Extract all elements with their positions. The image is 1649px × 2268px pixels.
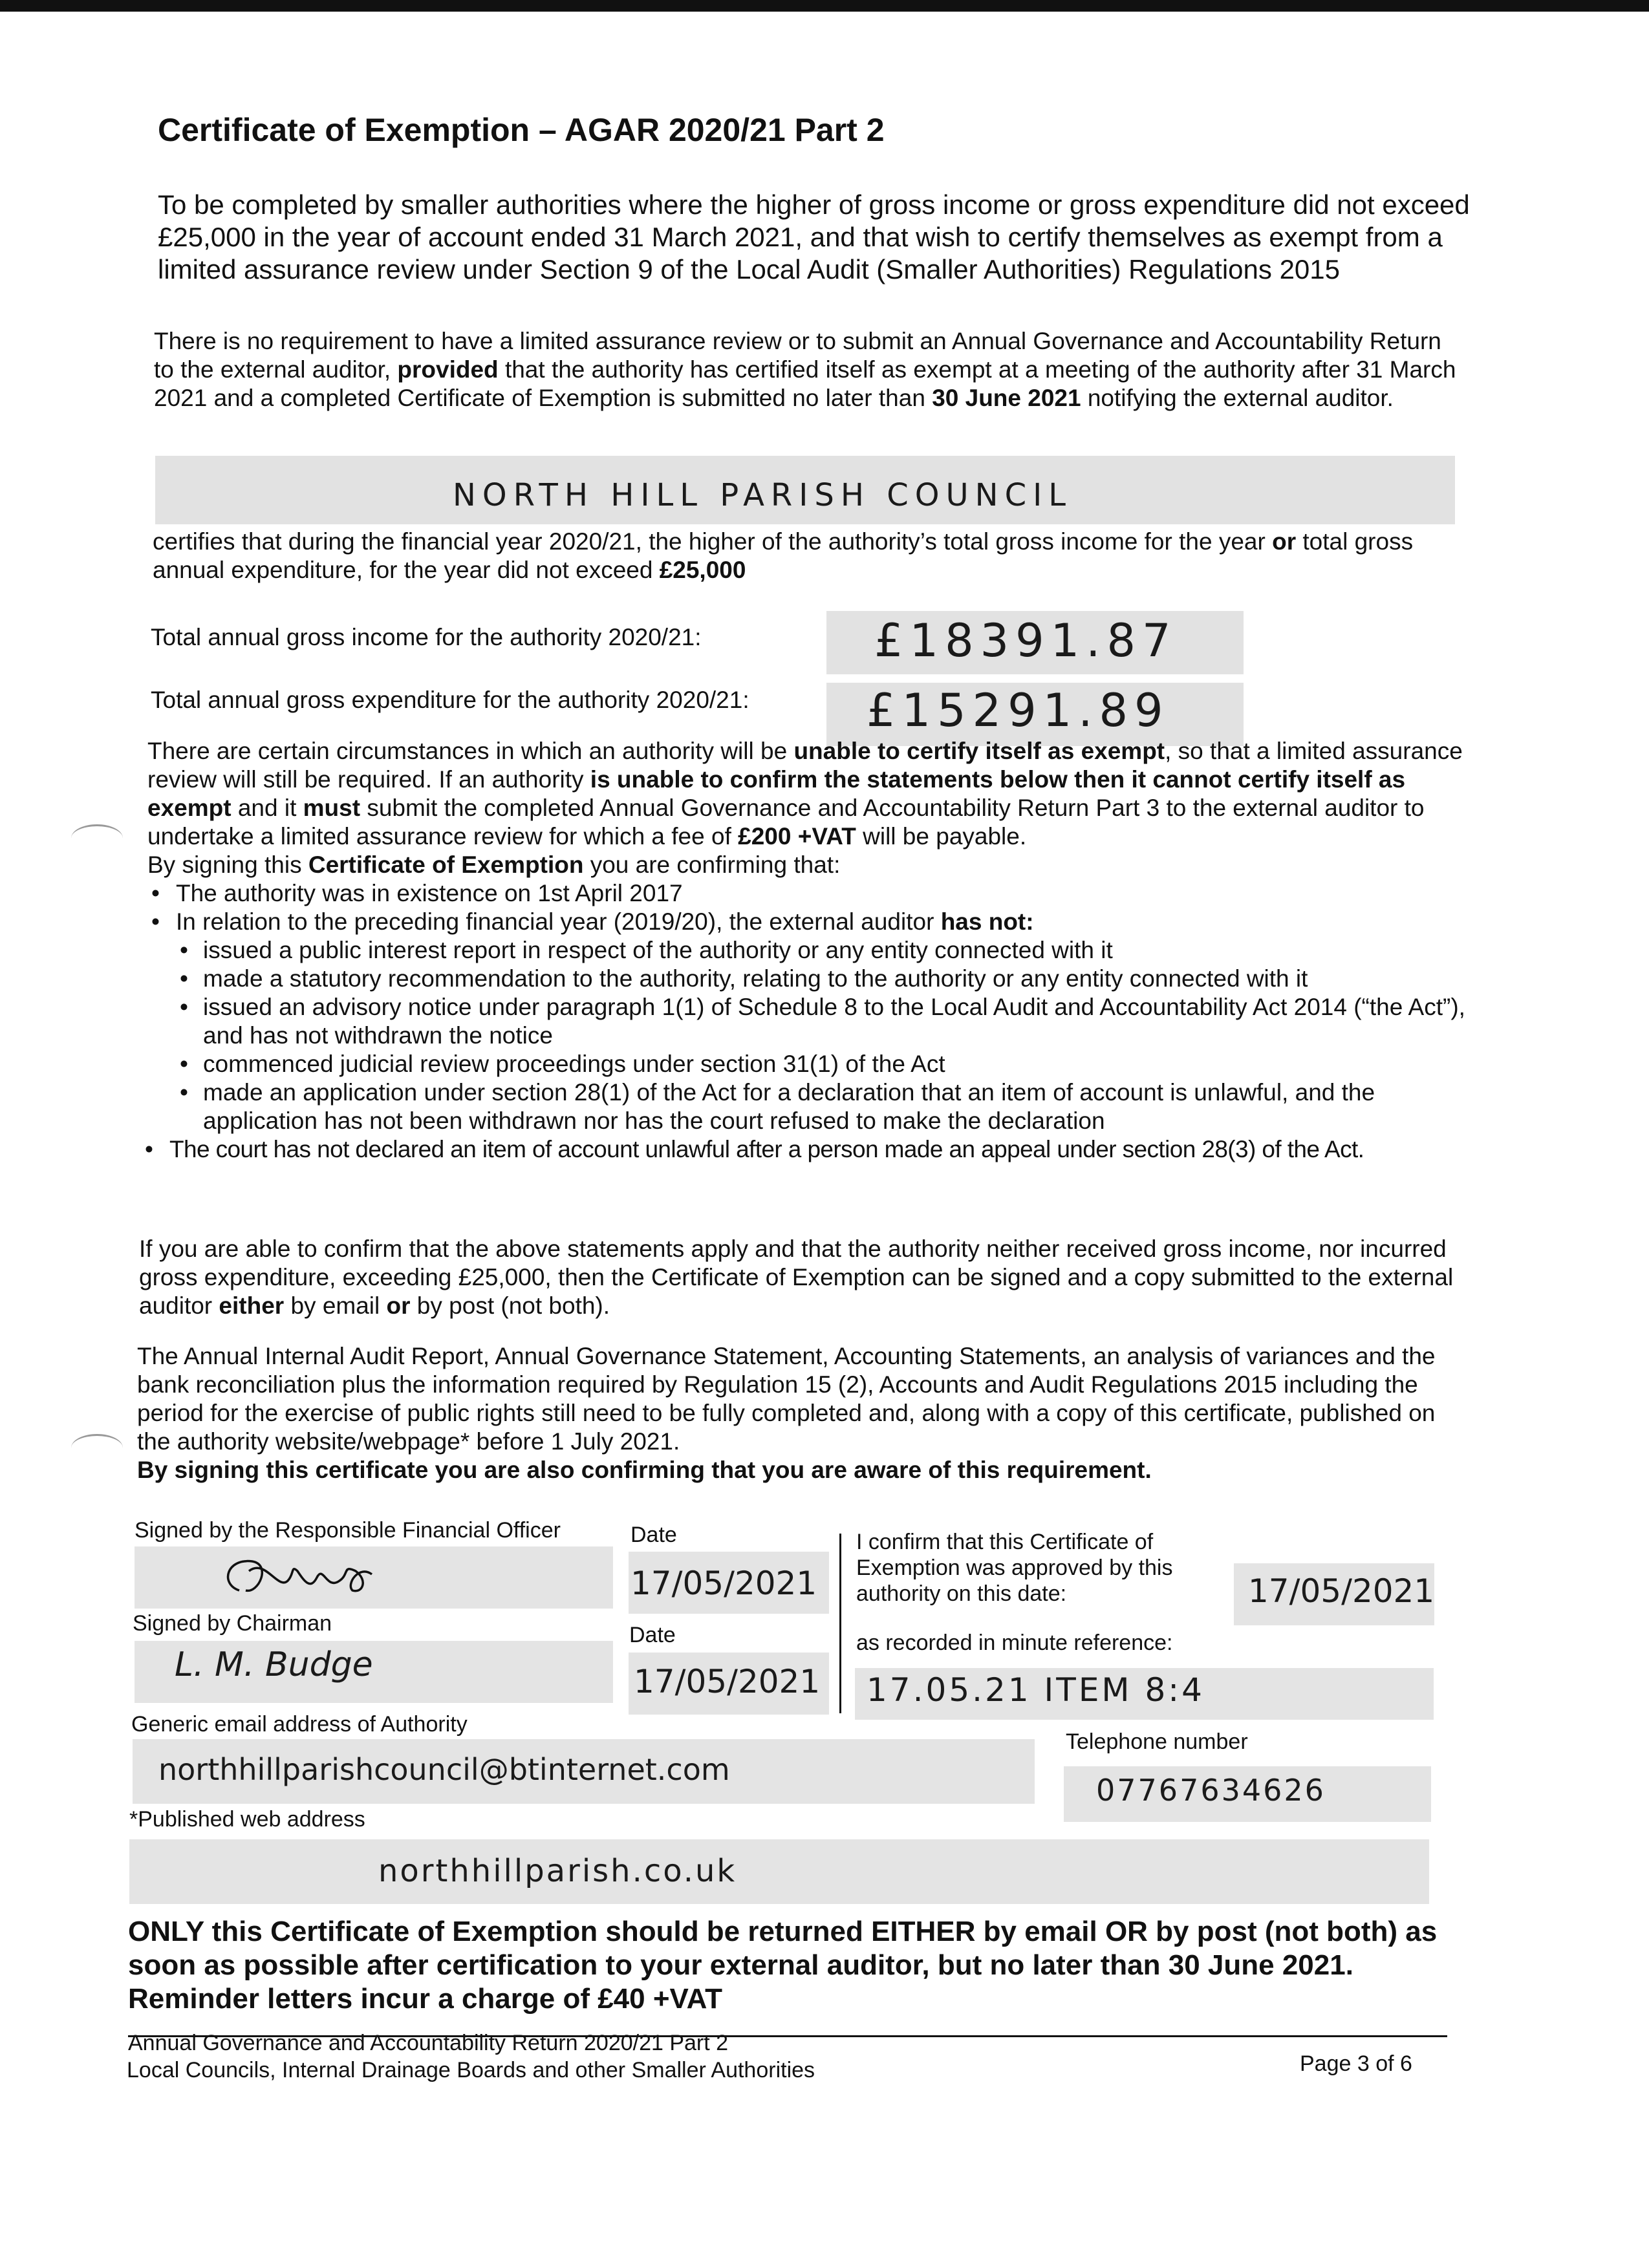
intro-paragraph: To be completed by smaller authorities where the higher of gross income or gross expenditure did not exceed £25,000 in the year of account ended 31 March 2021, and that wish to certify themselves as exempt from a limited assurance review under Section 9 of the Local Audit (Smaller Authorities) Regulations 2015	[158, 189, 1470, 284]
footer-line-2: Local Councils, Internal Drainage Boards and other Smaller Authorities	[127, 2058, 815, 2082]
text: If you are able to confirm that the above statements apply and that the authority neither received gross income, nor incurred gross expenditure, exceeding £25,000, then the Certificate of Exemption can be signed and a copy submitted to the external auditor	[139, 1236, 1454, 1319]
sub-list-item: • commenced judicial review proceedings under section 31(1) of the Act	[176, 1050, 1467, 1078]
auditor-sub-list	[176, 936, 1467, 1135]
sub-list-item: • issued an advisory notice under paragraph 1(1) of Schedule 8 to the Local Audit and Accountability Act 2014 (“the Act”), and has not withdrawn the notice	[176, 993, 1467, 1050]
text: There are certain circumstances in which an authority will be	[147, 738, 794, 764]
text: There is no requirement to have a limited assurance review or to submit an Annual Governance and Accountability Return to the external auditor,	[154, 328, 1441, 383]
footer-line-1: Annual Governance and Accountability Return 2020/21 Part 2	[128, 2031, 729, 2055]
list-item: • The authority was in existence on 1st April 2017	[147, 879, 1467, 908]
text-bold: either	[219, 1292, 285, 1319]
telephone-label: Telephone number	[1066, 1729, 1248, 1754]
rfo-signature	[213, 1545, 388, 1610]
text-bold: By signing this certificate you are also confirming that you are aware of this requirement.	[137, 1457, 1152, 1483]
sub-list-item: • made an application under section 28(1) of the Act for a declaration that an item of account is unlawful, and the application has not been withdrawn nor has the court refused to make the declaration	[176, 1078, 1467, 1135]
approval-label: I confirm that this Certificate of Exemption was approved by this authority on this date:	[856, 1530, 1173, 1606]
sub-list-item: • issued a public interest report in respect of the authority or any entity connected with it	[176, 936, 1467, 965]
text: In relation to the preceding financial year (2019/20), the external auditor	[176, 908, 941, 935]
text: The Annual Internal Audit Report, Annual Governance Statement, Accounting Statements, an analysis of variances and the bank reconciliation plus the information required by Regulation 15 (2), Accounts and Audit Regulations 2015 including the period for the exercise of public rights still need to be fully completed and, along with a copy of this certificate, published on the authority website/webpage* before 1 July 2021.	[137, 1343, 1436, 1455]
chairman-signature: L. M. Budge	[175, 1645, 373, 1684]
rfo-date: 17/05/2021	[630, 1565, 817, 1602]
web-address-label: *Published web address	[129, 1807, 365, 1832]
text: by email	[284, 1292, 387, 1319]
return-instructions: ONLY this Certificate of Exemption should be returned EITHER by email OR by post (not both) as soon as possible after certification to your external auditor, but no later than 30 June 2021. Reminder letters incur a charge of £40 +VAT	[128, 1916, 1438, 2015]
form-divider	[839, 1534, 841, 1713]
circumstances-section	[147, 737, 1467, 1164]
text: that the authority has certified itself as exempt at a meeting of the authority after 31 March 2021 and a completed Certificate of Exemption is submitted no later than	[154, 356, 1456, 411]
chairman-date: 17/05/2021	[634, 1663, 821, 1700]
text-bold: has not:	[940, 908, 1034, 935]
text: by post (not both).	[410, 1292, 610, 1319]
certifies-paragraph	[153, 528, 1472, 584]
income-label: Total annual gross income for the authority 2020/21:	[151, 624, 702, 650]
minute-reference-label: as recorded in minute reference:	[856, 1631, 1173, 1655]
email-value: northhillparishcouncil@btinternet.com	[158, 1752, 730, 1787]
expenditure-value: £15291.89	[867, 684, 1170, 737]
publication-paragraph	[137, 1342, 1469, 1484]
text-bold: must	[303, 795, 361, 821]
text: By signing this	[147, 851, 308, 878]
submission-paragraph	[139, 1235, 1471, 1320]
web-address-field[interactable]	[129, 1839, 1429, 1904]
text-bold: unable to certify itself as exempt	[793, 738, 1165, 764]
page-title: Certificate of Exemption – AGAR 2020/21 Part 2	[158, 112, 885, 148]
web-address-value: northhillparish.co.uk	[378, 1853, 737, 1889]
text-bold: or	[386, 1292, 411, 1319]
minute-reference: 17.05.21 ITEM 8:4	[867, 1671, 1205, 1709]
sub-list-item: • made a statutory recommendation to the authority, relating to the authority or any entity connected with it	[176, 965, 1467, 993]
list-item	[147, 908, 1467, 1135]
text: will be payable.	[856, 823, 1027, 850]
approval-date: 17/05/2021	[1248, 1572, 1435, 1610]
income-value: £18391.87	[874, 614, 1178, 667]
text: , so that a limited assurance review will still be required. If an authority	[147, 738, 1463, 793]
requirement-paragraph	[154, 327, 1467, 412]
email-label: Generic email address of Authority	[131, 1712, 468, 1737]
text: notifying the external auditor.	[1081, 385, 1394, 411]
text: certifies that during the financial year 2020/21, the higher of the authority’s total gross income for the year	[153, 528, 1273, 555]
list-item: • The court has not declared an item of account unlawful after a person made an appeal under section 28(3) of the Act.	[141, 1135, 1467, 1164]
page-number: Page 3 of 6	[1300, 2051, 1412, 2076]
text: submit the completed Annual Governance and Accountability Return Part 3 to the external auditor to undertake a limited assurance review for which a fee of	[147, 795, 1425, 850]
deadline-date: 30 June 2021	[932, 385, 1081, 411]
rfo-signature-label: Signed by the Responsible Financial Officer	[135, 1518, 561, 1543]
confirmation-list	[147, 879, 1467, 1164]
rfo-date-label: Date	[630, 1523, 677, 1547]
circumstances-paragraph	[147, 737, 1467, 851]
chairman-date-label: Date	[629, 1623, 676, 1647]
telephone-value: 07767634626	[1096, 1773, 1326, 1808]
text: you are confirming that:	[583, 851, 841, 878]
authority-name-handwritten: NORTH HILL PARISH COUNCIL	[453, 477, 1072, 513]
fee-amount: £200 +VAT	[738, 823, 856, 850]
hole-punch-mark	[71, 1434, 123, 1462]
text: and it	[231, 795, 303, 821]
threshold-amount: £25,000	[659, 557, 746, 583]
text-bold: Certificate of Exemption	[308, 851, 584, 878]
text-bold: provided	[397, 356, 499, 383]
text-bold: is unable to confirm the statements below then it cannot certify itself as exempt	[147, 766, 1406, 821]
hole-punch-mark	[71, 824, 123, 852]
chairman-signature-label: Signed by Chairman	[133, 1611, 332, 1636]
text: total gross annual expenditure, for the year did not exceed	[153, 528, 1414, 583]
confirm-intro	[147, 851, 1467, 879]
text-bold: or	[1272, 528, 1297, 555]
expenditure-label: Total annual gross expenditure for the authority 2020/21:	[151, 687, 749, 713]
